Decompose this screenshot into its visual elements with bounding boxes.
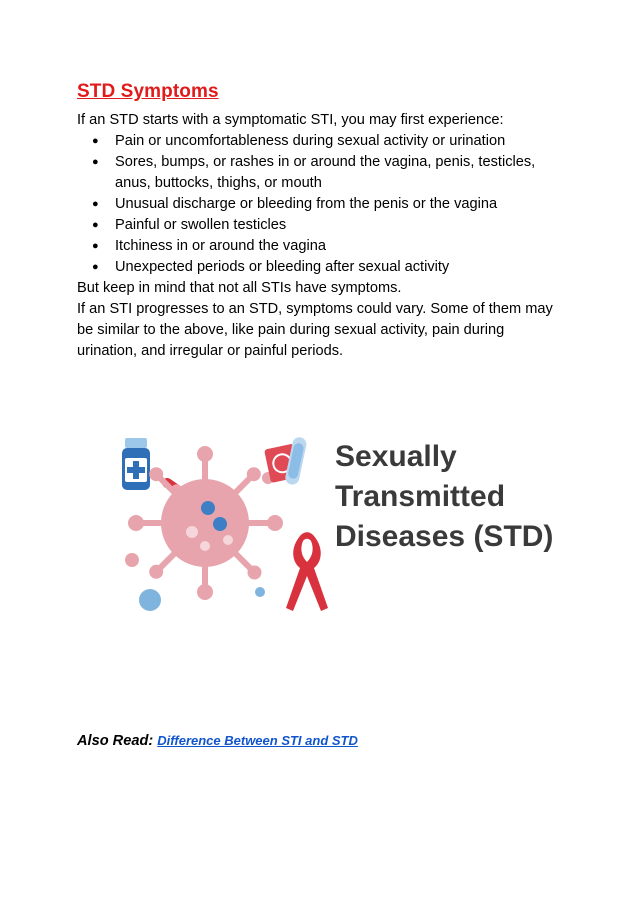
- figure-title-line: Sexually: [335, 440, 457, 473]
- cell-dot: [125, 553, 139, 567]
- figure-title-line: Diseases (STD): [335, 520, 554, 553]
- medicine-bottle-icon: [122, 438, 150, 490]
- symptom-list: [77, 131, 567, 278]
- bullet-icon: ●: [92, 261, 99, 273]
- also-read-line: [77, 730, 358, 752]
- bullet-icon: ●: [92, 135, 99, 147]
- condom-icon: [264, 436, 308, 486]
- list-item: ● Sores, bumps, or rashes in or around the vagina, penis, testicles, anus, buttocks, thighs, or mouth: [92, 154, 536, 191]
- list-item: ● Pain or uncomfortableness during sexual activity or urination: [77, 131, 567, 152]
- cell-dot: [139, 589, 161, 611]
- bullet-icon: ●: [92, 156, 99, 168]
- figure-title-line: Transmitted: [335, 480, 506, 513]
- list-item: ● Unusual discharge or bleeding from the penis or the vagina: [77, 194, 567, 215]
- progression-paragraph: If an STI progresses to an STD, symptoms could vary. Some of them may be similar to the above, like pain during sexual activity, pain during urination, and irregular or painful periods.: [77, 301, 553, 359]
- std-illustration: [110, 428, 554, 628]
- document-body: [77, 80, 567, 362]
- related-article-link[interactable]: Difference Between STI and STD: [157, 733, 358, 748]
- note-paragraph: But keep in mind that not all STIs have symptoms.: [77, 280, 402, 296]
- list-item: ● Painful or swollen testicles: [77, 215, 567, 236]
- list-item: ● Unexpected periods or bleeding after sexual activity: [77, 257, 567, 278]
- awareness-ribbon-icon: [286, 532, 328, 611]
- bullet-icon: ●: [92, 219, 99, 231]
- list-item: ● Itchiness in or around the vagina: [77, 236, 567, 257]
- bullet-icon: ●: [92, 240, 99, 252]
- cell-dot: [255, 587, 265, 597]
- section-heading: STD Symptoms: [77, 81, 219, 102]
- also-read-label: Also Read:: [77, 733, 154, 749]
- intro-paragraph: If an STD starts with a symptomatic STI, you may first experience:: [77, 112, 504, 128]
- bullet-icon: ●: [92, 198, 99, 210]
